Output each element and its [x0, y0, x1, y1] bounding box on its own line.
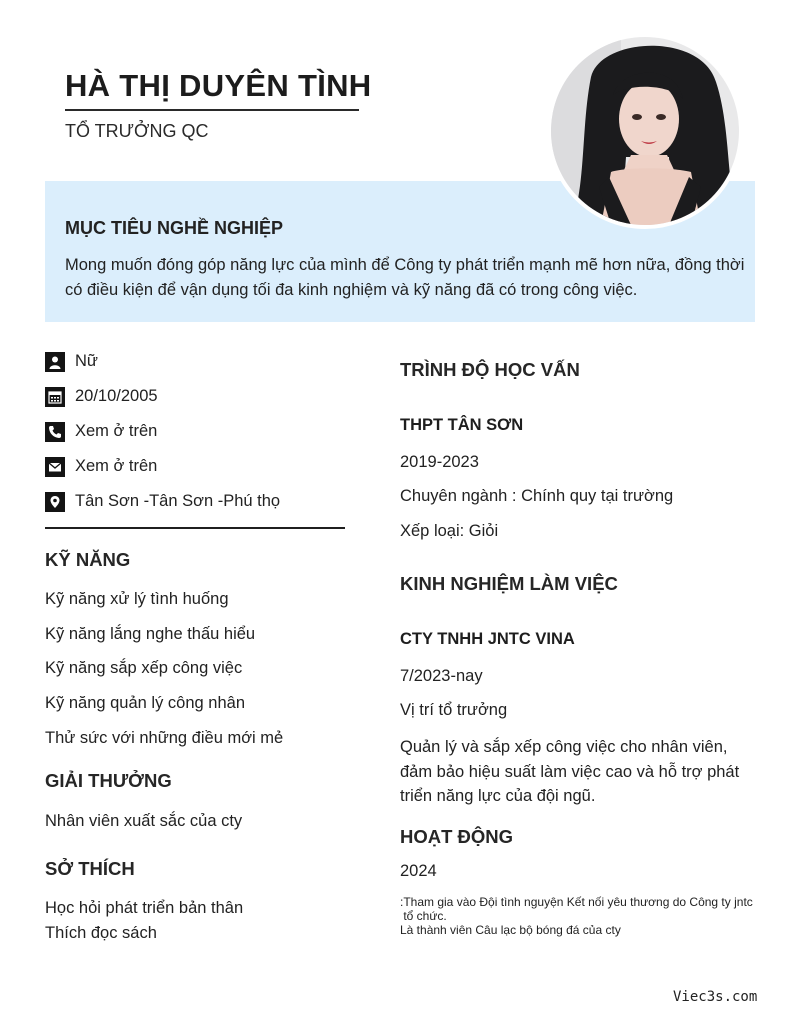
- experience-description: Quản lý và sắp xếp công việc cho nhân viên, đảm bảo hiệu suất làm việc cao và hỗ trợ phát triển năng lực của đội ngũ.: [400, 738, 740, 805]
- activities-details: [400, 895, 760, 937]
- activities-title: HOẠT ĐỘNG: [400, 826, 514, 847]
- profile-photo: [547, 33, 743, 229]
- left-column-divider: [45, 527, 345, 529]
- hobby-item: Học hỏi phát triển bản thân: [45, 899, 244, 917]
- skills-title: KỸ NĂNG: [45, 549, 131, 570]
- contact-gender: [45, 344, 345, 379]
- name-underline: [65, 109, 359, 111]
- education-major: Chuyên ngành : Chính quy tại trường: [400, 487, 674, 505]
- objective-text: Mong muốn đóng góp năng lực của mình để Công ty phát triển mạnh mẽ hơn nữa, đồng thời có điều kiện để vận dụng tối đa kinh nghiệm và kỹ năng đã có trong công việc.: [65, 256, 745, 299]
- awards-list: [45, 812, 242, 847]
- address-text: Tân Sơn -Tân Sơn -Phú thọ: [75, 492, 281, 510]
- activities-year: 2024: [400, 862, 437, 880]
- calendar-icon: [45, 387, 65, 407]
- experience-title: KINH NGHIỆM LÀM VIỆC: [400, 573, 618, 594]
- hobbies-list: [45, 899, 243, 949]
- company-name: CTY TNHH JNTC VINA: [400, 630, 575, 648]
- contact-address: [45, 484, 345, 519]
- award-item: Nhân viên xuất sắc của cty: [45, 812, 243, 830]
- contact-phone: [45, 414, 345, 449]
- phone-icon: [45, 422, 65, 442]
- awards-title: GIẢI THƯỞNG: [45, 770, 172, 791]
- hobby-item: Thích đọc sách: [45, 924, 157, 942]
- skill-item: Kỹ năng quản lý công nhân: [45, 694, 245, 713]
- email-text: Xem ở trên: [75, 457, 158, 475]
- school-name: THPT TÂN SƠN: [400, 416, 524, 434]
- skills-list: [45, 590, 283, 763]
- profile-photo-illustration: [551, 37, 739, 225]
- contact-birthday: [45, 379, 345, 414]
- birthday-text: 20/10/2005: [75, 387, 158, 405]
- skill-item: Kỹ năng lắng nghe thấu hiểu: [45, 624, 256, 643]
- hobbies-title: SỞ THÍCH: [45, 858, 135, 879]
- education-rank: Xếp loại: Giỏi: [400, 522, 499, 540]
- contact-email: [45, 449, 345, 484]
- education-title: TRÌNH ĐỘ HỌC VẤN: [400, 359, 580, 380]
- skill-item: Kỹ năng sắp xếp công việc: [45, 659, 243, 678]
- education-period: 2019-2023: [400, 453, 479, 471]
- candidate-role: TỔ TRƯỞNG QC: [65, 121, 209, 141]
- watermark: Viec3s.com: [673, 989, 758, 1005]
- objective-title: MỤC TIÊU NGHỀ NGHIỆP: [65, 218, 284, 238]
- candidate-name: HÀ THỊ DUYÊN TÌNH: [65, 68, 372, 103]
- contact-info: [45, 344, 345, 519]
- location-pin-icon: [45, 492, 65, 512]
- experience-period: 7/2023-nay: [400, 667, 483, 685]
- activity-line: tổ chức.: [400, 909, 447, 923]
- activity-line: Là thành viên Câu lạc bộ bóng đá của cty: [400, 923, 621, 937]
- skill-item: Kỹ năng xử lý tình huống: [45, 590, 229, 608]
- person-icon: [45, 352, 65, 372]
- activity-line: :Tham gia vào Đội tình nguyện Kết nối yêu thương do Công ty jntc: [400, 895, 753, 909]
- experience-position: Vị trí tổ trưởng: [400, 701, 508, 719]
- phone-text: Xem ở trên: [75, 422, 158, 440]
- mail-icon: [45, 457, 65, 477]
- gender-text: Nữ: [75, 352, 98, 370]
- skill-item: Thử sức với những điều mới mẻ: [45, 728, 284, 747]
